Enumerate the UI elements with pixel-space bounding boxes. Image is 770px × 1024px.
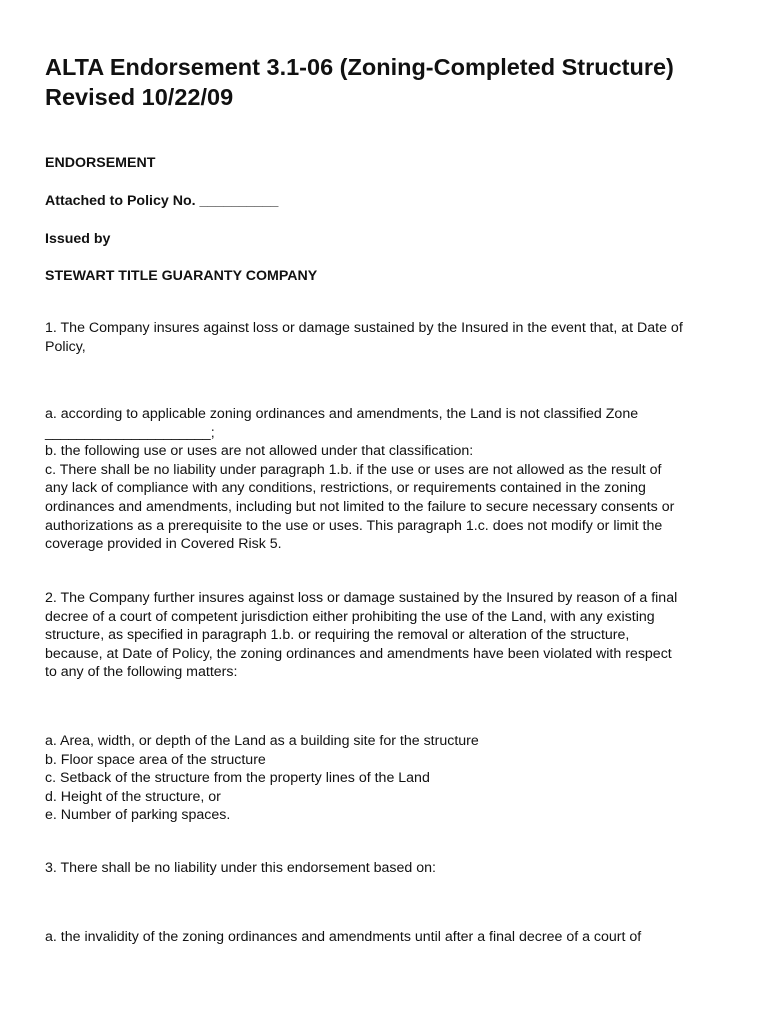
paragraph-2-line: because, at Date of Policy, the zoning ordinances and amendments have been violated with respect [45, 645, 672, 662]
paragraph-2 [45, 589, 735, 682]
paragraph-2-line: structure, as specified in paragraph 1.b. or requiring the removal or alteration of the structure, [45, 627, 630, 644]
paragraph-1-line: 1. The Company insures against loss or damage sustained by the Insured in the event that, at Date of [45, 320, 683, 336]
attached-to-policy-line: Attached to Policy No. __________ [45, 193, 279, 209]
paragraph-1c-line: authorizations as a prerequisite to the use or uses. This paragraph 1.c. does not modify or limit the [45, 517, 663, 534]
paragraph-1c-line: ordinances and amendments, including but not limited to the failure to secure necessary consents or [45, 498, 675, 515]
paragraph-3a [45, 928, 735, 947]
paragraph-3 [45, 859, 735, 878]
paragraph-2-line: 2. The Company further insures against loss or damage sustained by the Insured by reason of a final [45, 590, 678, 606]
document-title [45, 52, 745, 112]
paragraph-2-line: to any of the following matters: [45, 664, 238, 681]
paragraph-1b-line: b. the following use or uses are not allowed under that classification: [45, 443, 474, 460]
title-line-1: ALTA Endorsement 3.1-06 (Zoning-Completed Structure) [45, 54, 674, 80]
paragraph-1c-line: c. There shall be no liability under paragraph 1.b. if the use or uses are not allowed as the result of [45, 461, 662, 478]
paragraph-1c-line: any lack of compliance with any conditions, restrictions, or requirements contained in the zoning [45, 480, 646, 497]
list-item: b. Floor space area of the structure [45, 751, 266, 768]
issued-by-line: Issued by [45, 231, 111, 247]
paragraph-2-line: decree of a court of competent jurisdiction either prohibiting the use of the Land, with any existing [45, 608, 655, 625]
endorsement-heading: ENDORSEMENT [45, 155, 156, 171]
paragraph-2-list [45, 732, 735, 825]
title-line-2: Revised 10/22/09 [45, 84, 234, 110]
zone-blank-line: _____________________; [45, 424, 215, 441]
list-item: d. Height of the structure, or [45, 788, 221, 805]
list-item: e. Number of parking spaces. [45, 807, 231, 824]
paragraph-1a-line: a. according to applicable zoning ordinances and amendments, the Land is not classified Zone [45, 406, 639, 422]
list-item: c. Setback of the structure from the property lines of the Land [45, 770, 430, 787]
company-name: STEWART TITLE GUARANTY COMPANY [45, 268, 318, 284]
list-item: a. Area, width, or depth of the Land as a building site for the structure [45, 733, 479, 749]
paragraph-1 [45, 319, 735, 356]
paragraph-1a-1c [45, 405, 735, 554]
paragraph-3a-line: a. the invalidity of the zoning ordinances and amendments until after a final decree of a court of [45, 929, 642, 945]
paragraph-1c-line: coverage provided in Covered Risk 5. [45, 536, 282, 553]
paragraph-1-line: Policy, [45, 338, 86, 355]
paragraph-3-line: 3. There shall be no liability under this endorsement based on: [45, 860, 436, 876]
